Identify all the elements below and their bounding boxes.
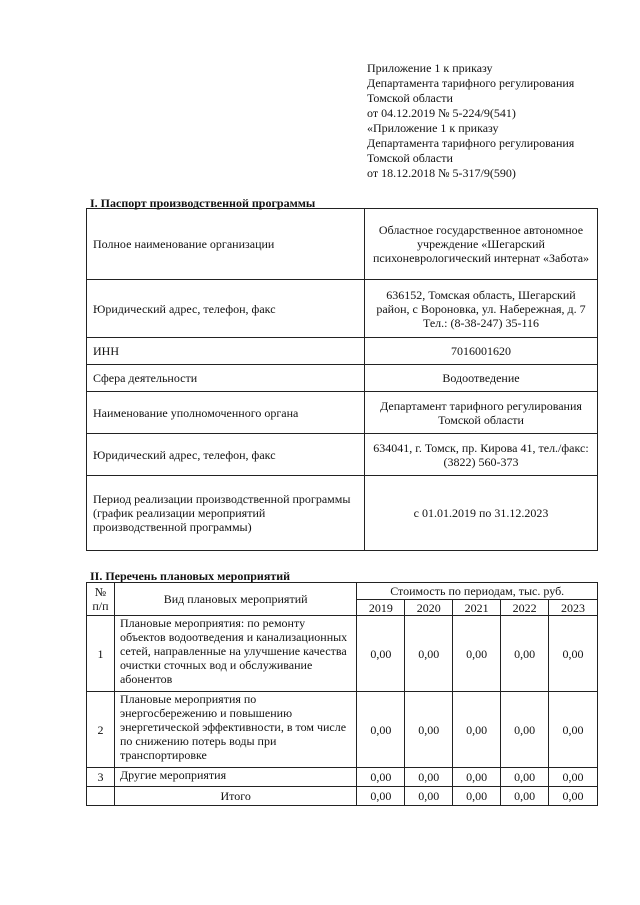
col-header-year: 2020	[405, 600, 453, 616]
table-row	[87, 434, 598, 476]
table-row	[87, 616, 598, 692]
row-value: 636152, Томская область, Шегарский район, с Вороновка, ул. Набережная, д. 7 Тел.: (8-38-247) 35-116	[365, 280, 598, 338]
col-header-year: 2019	[357, 600, 405, 616]
total-value: 0,00	[357, 787, 405, 806]
row-number: 1	[87, 616, 115, 692]
row-value: Департамент тарифного регулирования Томской области	[365, 392, 598, 434]
measure-name: Плановые мероприятия: по ремонту объектов водоотведения и канализационных сетей, направленные на улучшение качества очистки сточных вод и обслуживание абонентов	[114, 616, 356, 692]
row-value: 7016001620	[365, 338, 598, 365]
cost-value: 0,00	[549, 768, 598, 787]
row-value: с 01.01.2019 по 31.12.2023	[365, 476, 598, 551]
cost-value: 0,00	[357, 768, 405, 787]
cost-value: 0,00	[357, 616, 405, 692]
cost-value: 0,00	[501, 768, 549, 787]
cost-value: 0,00	[501, 616, 549, 692]
table-header-row	[87, 583, 598, 600]
header-line: Томской области	[367, 151, 453, 165]
total-label: Итого	[114, 787, 356, 806]
cost-value: 0,00	[549, 616, 598, 692]
table-row	[87, 692, 598, 768]
cost-value: 0,00	[405, 768, 453, 787]
table-row	[87, 280, 598, 338]
cost-value: 0,00	[405, 616, 453, 692]
cost-value: 0,00	[357, 692, 405, 768]
total-value: 0,00	[501, 787, 549, 806]
header-line: от 04.12.2019 № 5-224/9(541)	[367, 106, 516, 120]
row-label: Юридический адрес, телефон, факс	[87, 434, 365, 476]
total-value: 0,00	[405, 787, 453, 806]
col-header-year: 2023	[549, 600, 598, 616]
col-header-number: № п/п	[87, 583, 115, 616]
header-line: «Приложение 1 к приказу	[367, 121, 499, 135]
total-value: 0,00	[549, 787, 598, 806]
total-spacer	[87, 787, 115, 806]
table-row	[87, 476, 598, 551]
row-label: Сфера деятельности	[87, 365, 365, 392]
table-row	[87, 365, 598, 392]
col-header-cost: Стоимость по периодам, тыс. руб.	[357, 583, 598, 600]
table-row	[87, 768, 598, 787]
cost-value: 0,00	[453, 692, 501, 768]
row-number: 3	[87, 768, 115, 787]
table-row	[87, 392, 598, 434]
row-label: Наименование уполномоченного органа	[87, 392, 365, 434]
header-line: Департамента тарифного регулирования	[367, 76, 575, 90]
row-label: Полное наименование организации	[87, 209, 365, 280]
table-row	[87, 209, 598, 280]
row-label: Юридический адрес, телефон, факс	[87, 280, 365, 338]
total-value: 0,00	[453, 787, 501, 806]
row-value: Областное государственное автономное учреждение «Шегарский психоневрологический интернат «Забота»	[365, 209, 598, 280]
row-value: 634041, г. Томск, пр. Кирова 41, тел./факс: (3822) 560-373	[365, 434, 598, 476]
row-number: 2	[87, 692, 115, 768]
cost-value: 0,00	[405, 692, 453, 768]
cost-value: 0,00	[501, 692, 549, 768]
passport-table	[86, 208, 598, 551]
section-title-measures: II. Перечень плановых мероприятий	[90, 569, 291, 583]
measures-table	[86, 582, 598, 806]
order-header	[367, 61, 607, 181]
table-row	[87, 338, 598, 365]
header-line: Департамента тарифного регулирования	[367, 136, 575, 150]
measure-name: Другие мероприятия	[114, 768, 356, 787]
header-line: от 18.12.2018 № 5-317/9(590)	[367, 166, 516, 180]
col-header-year: 2022	[501, 600, 549, 616]
cost-value: 0,00	[453, 616, 501, 692]
row-label: ИНН	[87, 338, 365, 365]
row-label: Период реализации производственной программы (график реализации мероприятий производственной программы)	[87, 476, 365, 551]
col-header-measure: Вид плановых мероприятий	[114, 583, 356, 616]
header-line: Томской области	[367, 91, 453, 105]
row-value: Водоотведение	[365, 365, 598, 392]
col-header-year: 2021	[453, 600, 501, 616]
section-title-passport: I. Паспорт производственной программы	[90, 196, 316, 210]
measure-name: Плановые мероприятия по энергосбережению и повышению энергетической эффективности, в том числе по снижению потерь воды при транспортировке	[114, 692, 356, 768]
cost-value: 0,00	[549, 692, 598, 768]
table-total-row	[87, 787, 598, 806]
header-line: Приложение 1 к приказу	[367, 61, 493, 75]
cost-value: 0,00	[453, 768, 501, 787]
